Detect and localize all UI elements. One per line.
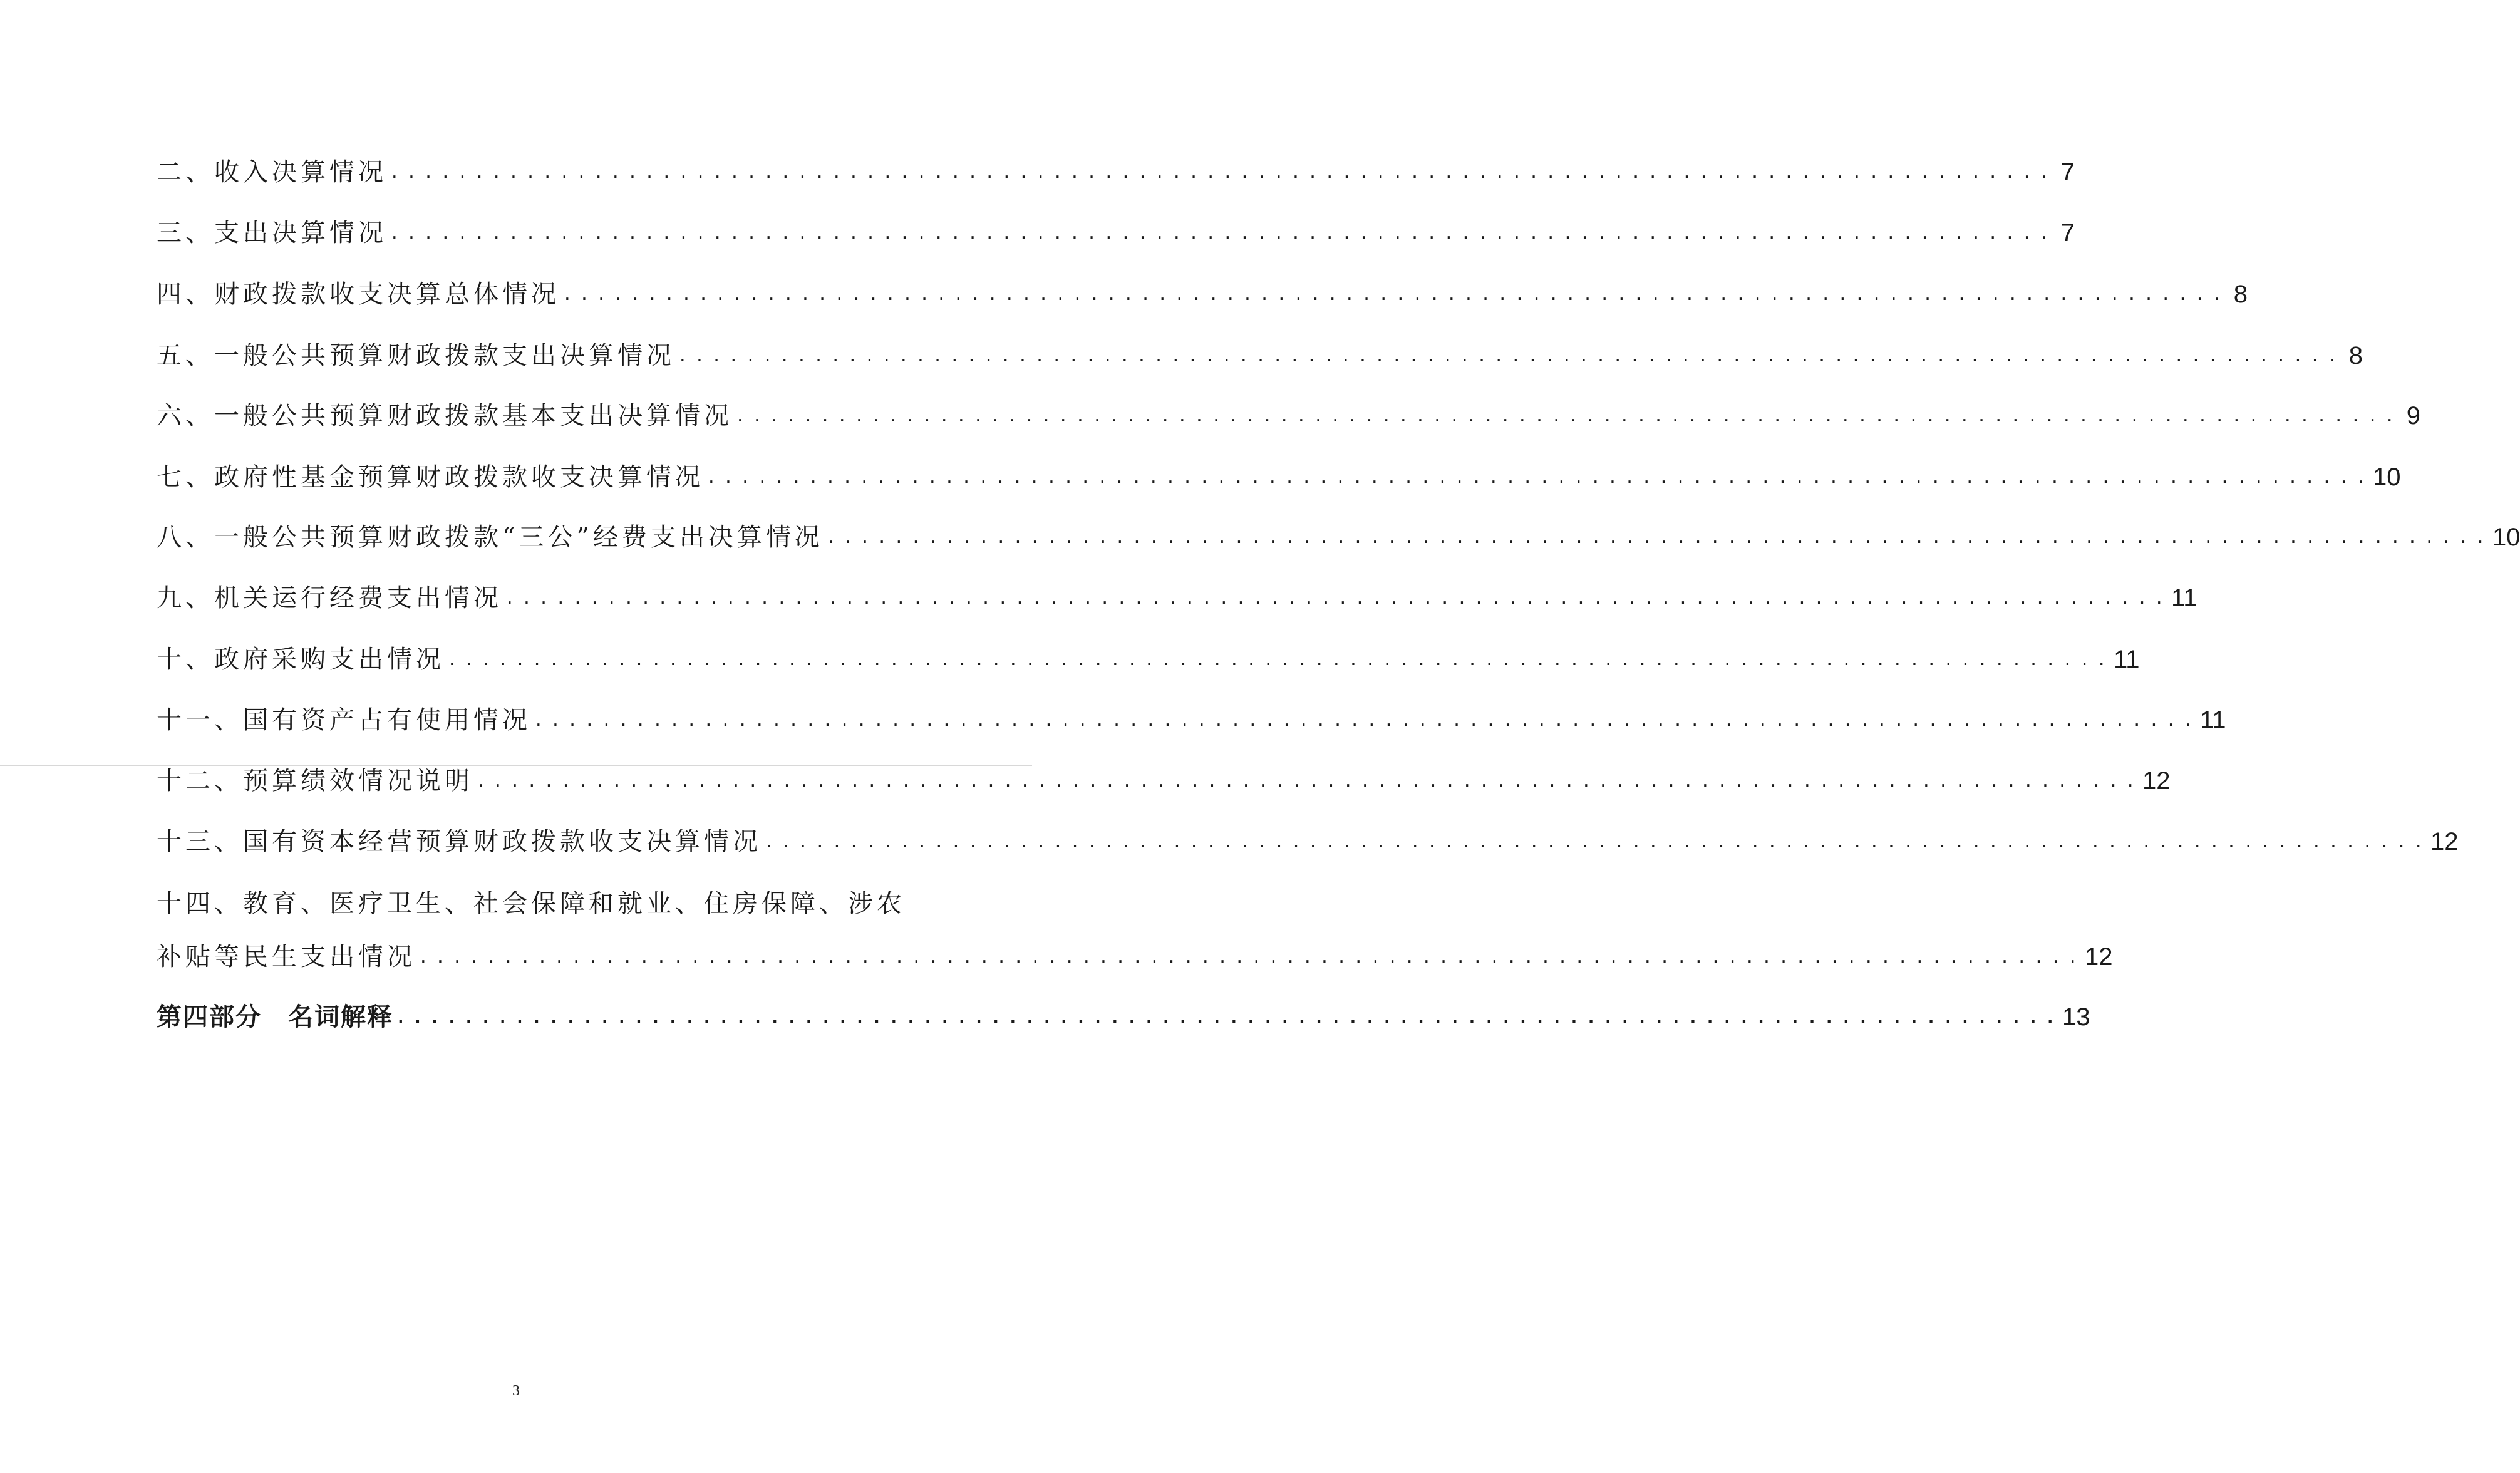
toc-entry-label: 七、政府性基金预算财政拨款收支决算情况	[157, 463, 704, 492]
toc-leader-dots: ..................................................................................................	[476, 772, 2143, 791]
toc-entry-label: 二、收入决算情况	[157, 158, 387, 187]
toc-entry-page: 11	[2200, 706, 2226, 734]
toc-entry[interactable]	[157, 506, 2520, 552]
toc-entry[interactable]	[157, 628, 2140, 674]
toc-entry-label: 十二、预算绩效情况说明	[157, 767, 473, 795]
toc-leader-dots: ..................................................................................................	[390, 163, 2057, 182]
toc-leader-dots: ..................................................................................................	[418, 948, 2085, 967]
toc-entry-label: 九、机关运行经费支出情况	[157, 584, 502, 612]
toc-entry-page: 7	[2060, 219, 2075, 247]
toc-leader-dots: ..................................................................................................	[505, 589, 2172, 608]
toc-entry-page: 12	[2085, 943, 2113, 971]
toc-entry-label: 十、政府采购支出情况	[157, 645, 445, 674]
toc-leader-dots: ..................................................................................................	[764, 833, 2431, 852]
toc-part-heading-label: 第四部分 名词解释	[157, 1003, 393, 1031]
toc-leader-dots: ..................................................................................................	[735, 407, 2402, 426]
toc-leader-dots: ..................................................................................................	[706, 468, 2373, 487]
toc-entry-page: 8	[2233, 281, 2248, 308]
toc-entry[interactable]	[157, 750, 2171, 795]
toc-leader-dots: ..................................................................................................	[447, 651, 2114, 669]
toc-entry-page: 12	[2142, 767, 2171, 795]
toc-entry-page: 11	[2114, 646, 2140, 673]
toc-leader-dots: ..................................................................................................	[562, 286, 2229, 304]
toc-entry-label: 八、一般公共预算财政拨款“三公”经费支出决算情况	[157, 523, 824, 552]
toc-entry-label: 五、一般公共预算财政拨款支出决算情况	[157, 341, 675, 370]
toc-entry[interactable]	[157, 385, 2421, 430]
toc-entry-page: 10	[2492, 524, 2520, 551]
toc-entry-label: 十一、国有资产占有使用情况	[157, 706, 531, 735]
toc-leader-dots: ..................................................................................................	[825, 529, 2492, 547]
toc-leader-dots: ..................................................................................................	[534, 711, 2201, 730]
toc-entry-label: 四、财政拨款收支决算总体情况	[157, 280, 560, 309]
toc-leader-dots: ..................................................................................................	[390, 224, 2057, 243]
toc-entry[interactable]	[157, 446, 2401, 492]
page-number: 3	[512, 1383, 520, 1399]
toc-entry-page: 13	[2062, 1003, 2090, 1031]
toc-entry[interactable]	[157, 810, 2459, 856]
toc-part-heading[interactable]	[157, 986, 2090, 1031]
toc-entry-page: 12	[2430, 828, 2459, 855]
toc-entry-page: 7	[2060, 158, 2075, 186]
toc-entry-label: 补贴等民生支出情况	[157, 943, 416, 971]
toc-entry-page: 10	[2373, 463, 2401, 491]
toc-entry-label: 三、支出决算情况	[157, 219, 387, 247]
toc-entry[interactable]	[157, 689, 2226, 735]
toc-entry-wrapped-line1[interactable]	[157, 872, 906, 918]
toc-entry-page: 8	[2348, 342, 2363, 370]
toc-entry[interactable]	[157, 324, 2363, 370]
toc-entry[interactable]	[157, 141, 2075, 187]
toc-entry-label: 十三、国有资本经营预算财政拨款收支决算情况	[157, 827, 762, 856]
toc-entry[interactable]	[157, 202, 2075, 247]
toc-leader-dots: ..................................................................................................	[678, 347, 2345, 366]
toc-entry-page: 11	[2171, 584, 2197, 612]
toc-entry-wrapped-line2[interactable]	[157, 926, 2113, 971]
toc-entry[interactable]	[157, 263, 2248, 309]
toc-entry-page: 9	[2406, 402, 2421, 430]
toc-entry-label: 六、一般公共预算财政拨款基本支出决算情况	[157, 401, 733, 430]
toc-entry-label: 十四、教育、医疗卫生、社会保障和就业、住房保障、涉农	[157, 889, 906, 918]
toc-leader-dots: ..................................................................................................	[396, 1008, 2063, 1027]
toc-entry[interactable]	[157, 567, 2197, 612]
